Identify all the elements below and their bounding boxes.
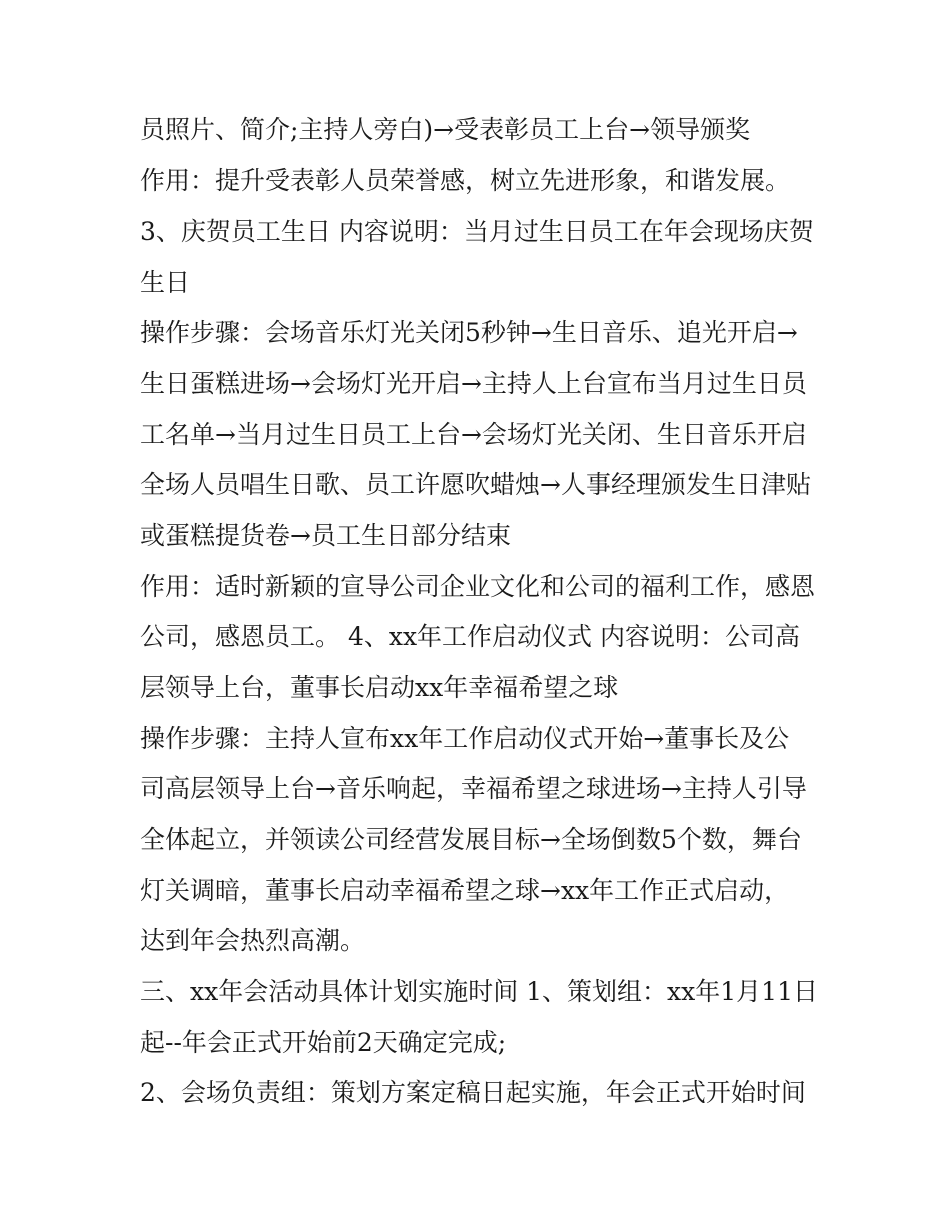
text-line: 司高层领导上台→音乐响起，幸福希望之球进场→主持人引导: [140, 774, 807, 803]
text-line: 灯关调暗，董事长启动幸福希望之球→xx年工作正式启动，: [140, 876, 790, 905]
text-line: 层领导上台，董事长启动xx年幸福希望之球: [140, 673, 619, 702]
text-line: 员照片、简介;主持人旁白)→受表彰员工上台→领导颁奖: [140, 115, 751, 144]
text-line: 全体起立，并领读公司经营发展目标→全场倒数5个数，舞台: [140, 825, 802, 854]
text-line: 生日蛋糕进场→会场灯光开启→主持人上台宣布当月过生日员: [140, 369, 807, 398]
text-line: 三、xx年会活动具体计划实施时间 1、策划组：xx年1月11日: [140, 977, 818, 1006]
text-line: 起--年会正式开始前2天确定完成;: [140, 1028, 507, 1057]
text-line: 生日: [140, 268, 191, 297]
text-line: 或蛋糕提货卷→员工生日部分结束: [140, 521, 511, 550]
text-line: 全场人员唱生日歌、员工许愿吹蜡烛→人事经理颁发生日津贴: [140, 470, 811, 499]
text-line: 工名单→当月过生日员工上台→会场灯光关闭、生日音乐开启: [140, 420, 807, 449]
text-line: 公司，感恩员工。 4、xx年工作启动仪式 内容说明：公司高: [140, 622, 800, 651]
text-line: 操作步骤：主持人宣布xx年工作启动仪式开始→董事长及公: [140, 724, 790, 753]
text-line: 2、会场负责组：策划方案定稿日起实施，年会正式开始时间: [140, 1078, 806, 1107]
text-line: 操作步骤：会场音乐灯光关闭5秒钟→生日音乐、追光开启→: [140, 318, 798, 347]
text-line: 作用：提升受表彰人员荣誉感，树立先进形象，和谐发展。: [140, 166, 791, 195]
text-line: 作用：适时新颖的宣导公司企业文化和公司的福利工作，感恩: [140, 572, 816, 601]
text-line: 达到年会热烈高潮。: [140, 926, 366, 955]
text-line: 3、庆贺员工生日 内容说明：当月过生日员工在年会现场庆贺: [140, 217, 814, 246]
